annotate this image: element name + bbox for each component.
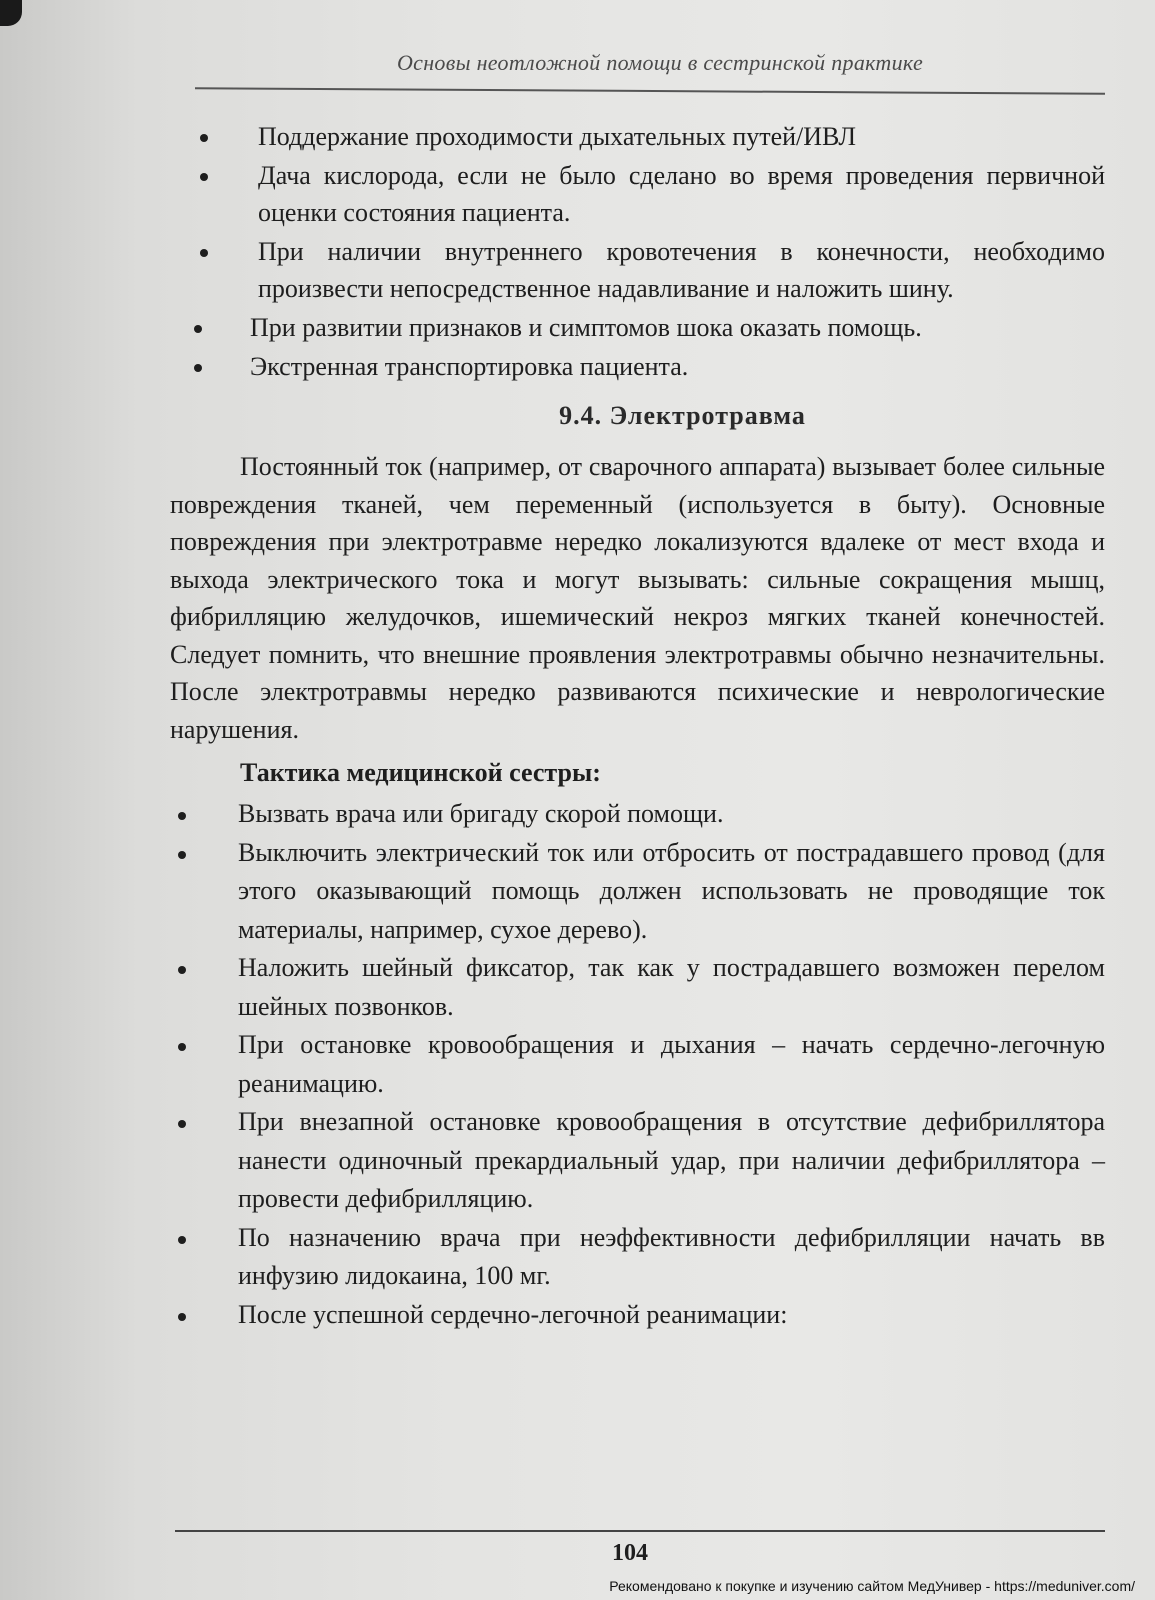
list-item: После успешной сердечно-легочной реанимации: bbox=[170, 1296, 1105, 1335]
bullet-icon bbox=[200, 249, 208, 257]
bullet-icon bbox=[178, 1313, 186, 1321]
list-item: При остановке кровообращения и дыхания – начать сердечно-легочную реанимацию. bbox=[170, 1026, 1105, 1103]
list-item: Экстренная транспортировка пациента. bbox=[170, 348, 1105, 385]
list-item: Выключить электрический ток или отбросить от пострадавшего провод (для этого оказывающий помощь должен использовать не проводящие ток материалы, например, сухое дерево). bbox=[170, 834, 1105, 950]
bullet-icon bbox=[194, 364, 202, 372]
header-rule bbox=[195, 87, 1105, 95]
list-item: Поддержание проходимости дыхательных путей/ИВЛ bbox=[170, 118, 1105, 155]
list-item: Дача кислорода, если не было сделано во время проведения первичной оценки состояния пациента. bbox=[170, 157, 1105, 231]
running-header: Основы неотложной помощи в сестринской практике bbox=[396, 50, 924, 75]
tactics-heading: Тактика медицинской сестры: bbox=[240, 758, 601, 787]
nurse-tactics-list bbox=[170, 795, 1105, 1334]
footer-rule bbox=[175, 1530, 1105, 1532]
bullet-icon bbox=[178, 1043, 186, 1051]
list-item: По назначению врача при неэффективности дефибрилляции начать вв инфузию лидокаина, 100 мг. bbox=[170, 1219, 1105, 1296]
bullet-icon bbox=[178, 966, 186, 974]
section-title: 9.4. Электротравма bbox=[559, 401, 806, 430]
bullet-icon bbox=[200, 173, 208, 181]
care-steps-list bbox=[170, 118, 1105, 385]
watermark-text: Рекомендовано к покупке и изучению сайтом МедУнивер - https://meduniver.com/ bbox=[609, 1578, 1135, 1594]
bullet-icon bbox=[194, 325, 202, 333]
scan-corner-mark bbox=[0, 0, 22, 26]
list-item: Наложить шейный фиксатор, так как у пострадавшего возможен перелом шейных позвонков. bbox=[170, 949, 1105, 1026]
list-item: При наличии внутреннего кровотечения в конечности, необходимо произвести непосредственное надавливание и наложить шину. bbox=[170, 233, 1105, 307]
bullet-icon bbox=[200, 134, 208, 142]
list-item: При внезапной остановке кровообращения в отсутствие дефибриллятора нанести одиночный прекардиальный удар, при наличии дефибриллятора – провести дефибрилляцию. bbox=[170, 1103, 1105, 1219]
bullet-icon bbox=[178, 812, 186, 820]
page-number: 104 bbox=[612, 1540, 648, 1566]
bullet-icon bbox=[178, 851, 186, 859]
bullet-icon bbox=[178, 1120, 186, 1128]
bullet-icon bbox=[178, 1236, 186, 1244]
list-item: Вызвать врача или бригаду скорой помощи. bbox=[170, 795, 1105, 834]
page-content bbox=[170, 118, 1105, 1334]
section-paragraph: Постоянный ток (например, от сварочного аппарата) вызывает более сильные повреждения тканей, чем переменный (используется в быту). Основные повреждения при электротравме нередко локализуются вдалеке от мест входа и выхода электрического тока и могут вызывать: сильные сокращения мышц, фибрилляцию желудочков, ишемический некроз мягких тканей конечностей. Следует помнить, что внешние проявления электротравмы обычно незначительны. После электротравмы нередко развиваются психические и неврологические нарушения. bbox=[170, 452, 1105, 744]
list-item: При развитии признаков и симптомов шока оказать помощь. bbox=[170, 309, 1105, 346]
